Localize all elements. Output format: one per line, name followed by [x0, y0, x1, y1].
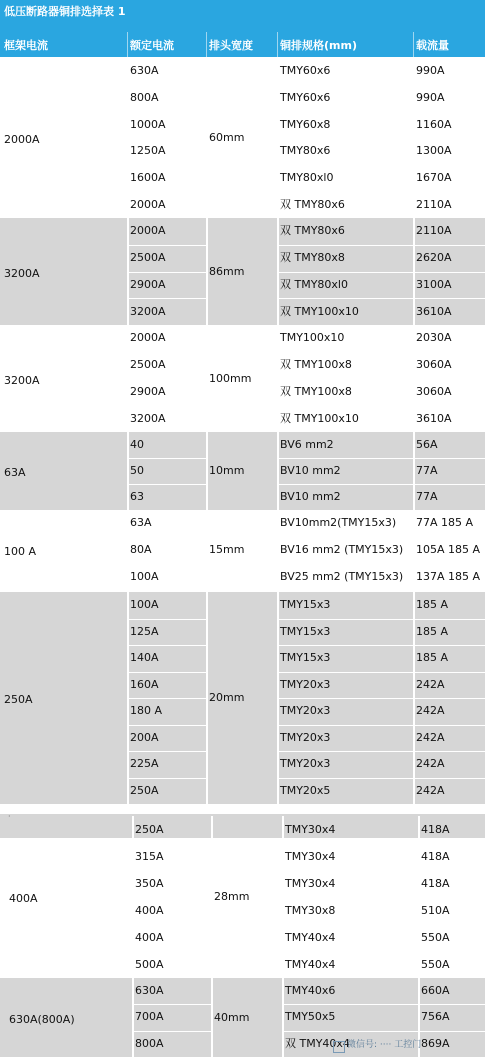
row-divider [279, 698, 485, 699]
row-divider [284, 897, 485, 898]
copper-spec-cell: TMY40x6 [285, 984, 336, 997]
copper-spec-cell: 双 TMY100x8 [280, 358, 352, 371]
busbar-width-cell: 86mm [209, 265, 245, 278]
row-divider [279, 458, 485, 459]
copper-spec-cell: TMY20x5 [280, 784, 331, 797]
rated-current-cell: 3200A [130, 305, 166, 318]
header-divider [413, 32, 414, 57]
copper-spec-cell: TMY60x8 [280, 118, 331, 131]
busbar-width-cell: 10mm [209, 464, 245, 477]
copper-spec-cell: 双 TMY80x8 [280, 251, 345, 264]
ampacity-cell: 3610A [416, 412, 452, 425]
column-divider [413, 432, 415, 510]
ampacity-cell: 418A [421, 823, 450, 836]
ampacity-cell: 2110A [416, 198, 452, 211]
ampacity-cell: 2110A [416, 224, 452, 237]
ampacity-cell: 869A [421, 1037, 450, 1050]
copper-spec-cell: TMY40x4 [285, 958, 336, 971]
ampacity-cell: 3100A [416, 278, 452, 291]
column-divider [282, 978, 284, 1057]
rated-current-cell: 100A [130, 570, 159, 583]
rated-current-cell: 400A [135, 904, 164, 917]
frame-group [0, 816, 485, 978]
frame-current-cell: 3200A [4, 267, 40, 280]
row-divider [284, 843, 485, 844]
rated-current-cell: 800A [135, 1037, 164, 1050]
row-divider [129, 458, 206, 459]
rated-current-cell: 2900A [130, 278, 166, 291]
busbar-width-cell: 60mm [209, 131, 245, 144]
row-divider [129, 165, 206, 166]
row-divider [129, 564, 206, 565]
row-divider [129, 484, 206, 485]
rated-current-cell: 250A [135, 823, 164, 836]
ampacity-cell: 418A [421, 850, 450, 863]
row-divider [134, 897, 211, 898]
row-divider [279, 352, 485, 353]
frame-current-cell: 250A [4, 693, 33, 706]
row-divider [129, 725, 206, 726]
rated-current-cell: 180 A [130, 704, 163, 717]
frame-current-cell: 3200A [4, 374, 40, 387]
row-divider [129, 85, 206, 86]
copper-spec-cell: TMY15x3 [280, 651, 331, 664]
rated-current-cell: 1600A [130, 171, 166, 184]
column-divider [206, 325, 208, 432]
row-divider [129, 537, 206, 538]
ampacity-cell: 2620A [416, 251, 452, 264]
table-title-bar [0, 0, 485, 20]
stray-mark: · [8, 812, 11, 821]
ampacity-cell: 105A 185 A [416, 543, 481, 556]
rated-current-cell: 1000A [130, 118, 166, 131]
ampacity-cell: 2030A [416, 331, 452, 344]
ampacity-cell: 185 A [416, 598, 449, 611]
copper-spec-cell: TMY100x10 [280, 331, 345, 344]
row-divider [284, 951, 485, 952]
frame-group [0, 325, 485, 432]
watermark-text: 微信号: ···· 工控门 [347, 1040, 422, 1050]
row-divider [129, 352, 206, 353]
row-divider [279, 645, 485, 646]
copper-spec-cell: TMY60x6 [280, 64, 331, 77]
row-divider [129, 298, 206, 299]
table-header [0, 20, 485, 57]
header-divider [277, 32, 278, 57]
row-divider [129, 778, 206, 779]
column-divider [277, 510, 279, 590]
busbar-width-cell: 40mm [214, 1011, 250, 1024]
busbar-width-cell: 28mm [214, 890, 250, 903]
row-divider [284, 1031, 485, 1032]
rated-current-cell: 63 [130, 490, 144, 503]
rated-current-cell: 400A [135, 931, 164, 944]
ampacity-cell: 185 A [416, 651, 449, 664]
frame-group [0, 432, 485, 510]
rated-current-cell: 800A [130, 91, 159, 104]
copper-spec-cell: TMY80x6 [280, 144, 331, 157]
rated-current-cell: 125A [130, 625, 159, 638]
header-ampacity: 载流量 [416, 39, 449, 52]
copper-spec-cell: TMY30x4 [285, 850, 336, 863]
header-frame-current: 框架电流 [4, 39, 48, 52]
copper-spec-cell: 双 TMY80x6 [280, 198, 345, 211]
column-divider [127, 432, 129, 510]
copper-spec-cell: BV10mm2(TMY15x3) [280, 516, 397, 529]
frame-group [0, 218, 485, 325]
row-divider [284, 1004, 485, 1005]
column-divider [211, 978, 213, 1057]
header-divider [127, 32, 128, 57]
ampacity-cell: 242A [416, 757, 445, 770]
row-divider [279, 272, 485, 273]
row-divider [279, 484, 485, 485]
row-divider [279, 672, 485, 673]
rated-current-cell: 40 [130, 438, 144, 451]
ampacity-cell: 242A [416, 678, 445, 691]
rated-current-cell: 100A [130, 598, 159, 611]
rated-current-cell: 3200A [130, 412, 166, 425]
row-divider [279, 192, 485, 193]
ampacity-cell: 418A [421, 877, 450, 890]
row-divider [129, 619, 206, 620]
frame-current-cell: 2000A [4, 133, 40, 146]
ampacity-cell: 56A [416, 438, 438, 451]
row-band [0, 814, 485, 838]
copper-spec-cell: BV25 mm2 (TMY15x3) [280, 570, 404, 583]
table-title: 低压断路器铜排选择表 1 [4, 5, 126, 18]
rated-current-cell: 250A [130, 784, 159, 797]
row-divider [134, 1004, 211, 1005]
row-divider [279, 619, 485, 620]
rated-current-cell: 63A [130, 516, 152, 529]
row-divider [284, 924, 485, 925]
row-divider [279, 165, 485, 166]
column-divider [211, 816, 213, 978]
row-divider [129, 245, 206, 246]
row-divider [129, 379, 206, 380]
rated-current-cell: 80A [130, 543, 152, 556]
copper-spec-cell: TMY20x3 [280, 757, 331, 770]
ampacity-cell: 77A 185 A [416, 516, 474, 529]
copper-spec-cell: 双 TMY40x4 [285, 1037, 350, 1050]
rated-current-cell: 2000A [130, 224, 166, 237]
rated-current-cell: 2900A [130, 385, 166, 398]
wechat-icon [333, 1041, 345, 1053]
rated-current-cell: 500A [135, 958, 164, 971]
row-divider [129, 405, 206, 406]
rated-current-cell: 50 [130, 464, 144, 477]
frame-current-cell: 100 A [4, 545, 37, 558]
row-divider [134, 870, 211, 871]
rated-current-cell: 160A [130, 678, 159, 691]
row-divider [279, 751, 485, 752]
column-divider [206, 218, 208, 325]
ampacity-cell: 550A [421, 931, 450, 944]
copper-spec-cell: TMY20x3 [280, 704, 331, 717]
copper-spec-cell: TMY30x4 [285, 877, 336, 890]
row-divider [134, 951, 211, 952]
copper-spec-cell: TMY50x5 [285, 1010, 336, 1023]
row-divider [134, 924, 211, 925]
copper-spec-cell: TMY30x4 [285, 823, 336, 836]
rated-current-cell: 350A [135, 877, 164, 890]
ampacity-cell: 77A [416, 490, 438, 503]
column-divider [277, 432, 279, 510]
row-divider [279, 379, 485, 380]
copper-spec-cell: BV6 mm2 [280, 438, 334, 451]
rated-current-cell: 1250A [130, 144, 166, 157]
ampacity-cell: 990A [416, 64, 445, 77]
row-divider [279, 85, 485, 86]
copper-spec-cell: TMY60x6 [280, 91, 331, 104]
copper-spec-cell: BV10 mm2 [280, 490, 341, 503]
rated-current-cell: 315A [135, 850, 164, 863]
rated-current-cell: 700A [135, 1010, 164, 1023]
copper-spec-cell: 双 TMY100x8 [280, 385, 352, 398]
ampacity-cell: 3610A [416, 305, 452, 318]
rated-current-cell: 140A [130, 651, 159, 664]
ampacity-cell: 137A 185 A [416, 570, 481, 583]
frame-current-cell: 400A [9, 892, 38, 905]
column-divider [127, 510, 129, 590]
row-divider [129, 111, 206, 112]
copper-spec-cell: 双 TMY80xl0 [280, 278, 348, 291]
copper-spec-cell: TMY20x3 [280, 731, 331, 744]
ampacity-cell: 550A [421, 958, 450, 971]
rated-current-cell: 2000A [130, 331, 166, 344]
row-divider [134, 843, 211, 844]
watermark [333, 1034, 485, 1057]
row-divider [129, 698, 206, 699]
column-divider [206, 510, 208, 590]
rated-current-cell: 200A [130, 731, 159, 744]
column-divider [413, 510, 415, 590]
row-divider [279, 405, 485, 406]
busbar-width-cell: 100mm [209, 372, 252, 385]
ampacity-cell: 3060A [416, 385, 452, 398]
copper-spec-cell: TMY20x3 [280, 678, 331, 691]
rated-current-cell: 225A [130, 757, 159, 770]
row-divider [279, 111, 485, 112]
busbar-width-cell: 20mm [209, 691, 245, 704]
row-divider [129, 192, 206, 193]
copper-spec-cell: BV16 mm2 (TMY15x3) [280, 543, 404, 556]
copper-spec-cell: TMY15x3 [280, 598, 331, 611]
row-divider [129, 672, 206, 673]
ampacity-cell: 242A [416, 731, 445, 744]
copper-spec-cell: BV10 mm2 [280, 464, 341, 477]
copper-spec-cell: TMY15x3 [280, 625, 331, 638]
row-divider [129, 138, 206, 139]
header-copper-spec: 铜排规格(mm) [280, 39, 357, 52]
ampacity-cell: 1300A [416, 144, 452, 157]
busbar-width-cell: 15mm [209, 543, 245, 556]
frame-group [0, 510, 485, 590]
rated-current-cell: 2000A [130, 198, 166, 211]
frame-group [0, 58, 485, 218]
copper-spec-cell: 双 TMY80x6 [280, 224, 345, 237]
ampacity-cell: 77A [416, 464, 438, 477]
row-divider [279, 564, 485, 565]
frame-current-cell: 630A(800A) [9, 1013, 75, 1026]
ampacity-cell: 185 A [416, 625, 449, 638]
ampacity-cell: 242A [416, 784, 445, 797]
row-divider [279, 138, 485, 139]
row-divider [284, 870, 485, 871]
ampacity-cell: 756A [421, 1010, 450, 1023]
ampacity-cell: 3060A [416, 358, 452, 371]
rated-current-cell: 630A [135, 984, 164, 997]
copper-spec-cell: TMY80xl0 [280, 171, 334, 184]
rated-current-cell: 630A [130, 64, 159, 77]
copper-spec-cell: 双 TMY100x10 [280, 412, 359, 425]
header-busbar-width: 排头宽度 [209, 39, 253, 52]
copper-spec-cell: TMY40x4 [285, 931, 336, 944]
ampacity-cell: 242A [416, 704, 445, 717]
rated-current-cell: 2500A [130, 251, 166, 264]
column-divider [206, 432, 208, 510]
ampacity-cell: 990A [416, 91, 445, 104]
row-divider [279, 245, 485, 246]
ampacity-cell: 510A [421, 904, 450, 917]
copper-spec-cell: TMY30x8 [285, 904, 336, 917]
ampacity-cell: 1160A [416, 118, 452, 131]
row-divider [129, 645, 206, 646]
header-rated-current: 额定电流 [130, 39, 174, 52]
row-divider [279, 537, 485, 538]
rated-current-cell: 2500A [130, 358, 166, 371]
row-divider [279, 298, 485, 299]
row-divider [129, 272, 206, 273]
row-divider [134, 1031, 211, 1032]
copper-spec-cell: 双 TMY100x10 [280, 305, 359, 318]
column-divider [206, 592, 208, 804]
header-divider [206, 32, 207, 57]
column-divider [132, 978, 134, 1057]
column-divider [206, 58, 208, 218]
ampacity-cell: 1670A [416, 171, 452, 184]
row-divider [279, 778, 485, 779]
row-divider [279, 725, 485, 726]
frame-group [0, 592, 485, 804]
ampacity-cell: 660A [421, 984, 450, 997]
row-divider [129, 751, 206, 752]
frame-current-cell: 63A [4, 466, 26, 479]
